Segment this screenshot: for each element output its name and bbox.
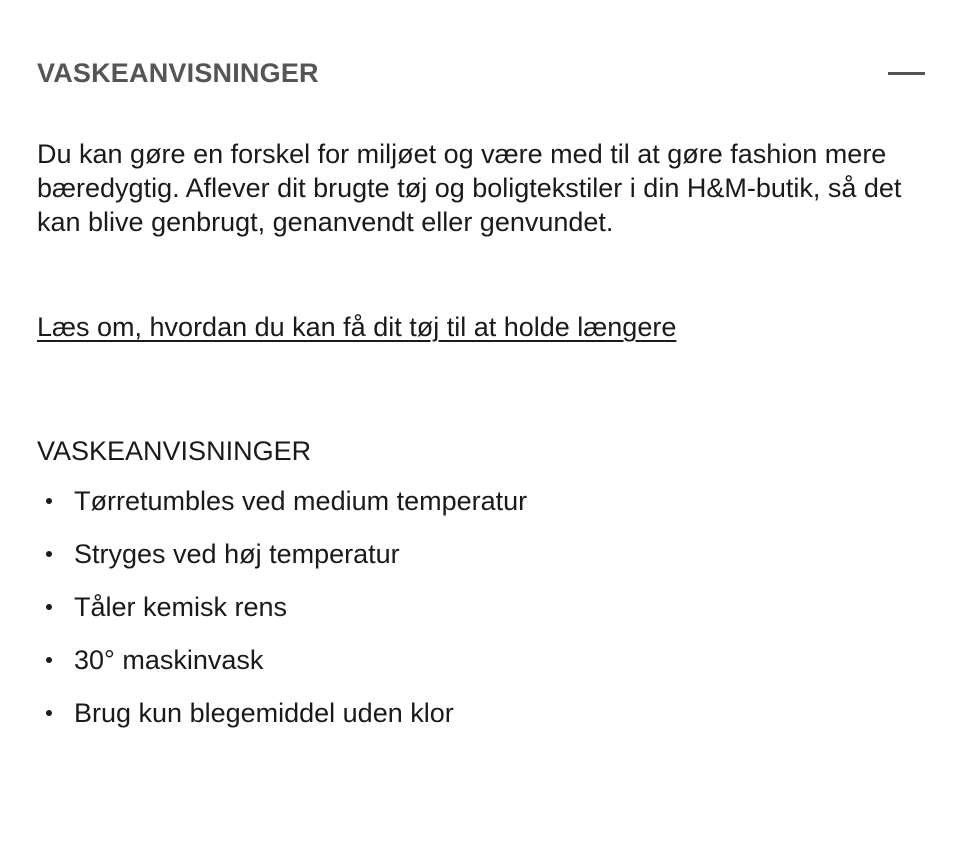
- minus-icon[interactable]: [888, 61, 925, 85]
- bullet-icon: [46, 657, 52, 663]
- list-item: [37, 536, 527, 589]
- care-item-label: Tørretumbles ved medium temperatur: [74, 486, 528, 516]
- list-item: [37, 589, 527, 642]
- bullet-icon: [46, 551, 52, 557]
- accordion-header[interactable]: [37, 56, 925, 92]
- bullet-icon: [46, 604, 52, 610]
- list-item: [37, 695, 527, 748]
- garment-care-link[interactable]: Læs om, hvordan du kan få dit tøj til at holde længere: [37, 312, 677, 342]
- accordion-title: VASKEANVISNINGER: [37, 58, 319, 88]
- care-item-label: Tåler kemisk rens: [74, 592, 288, 622]
- sustainability-text: Du kan gøre en forskel for miljøet og være med til at gøre fashion mere bæredygtig. Aflever dit brugte tøj og boligtekstiler i din H&M-butik, så det kan blive genbrugt, genanvendt eller genvundet.: [37, 139, 902, 237]
- list-item: [37, 483, 527, 536]
- list-item: [37, 642, 527, 695]
- care-instructions-list: [37, 483, 527, 748]
- bullet-icon: [46, 710, 52, 716]
- care-section-title: VASKEANVISNINGER: [37, 436, 312, 466]
- care-item-label: 30° maskinvask: [74, 645, 264, 675]
- care-item-label: Brug kun blegemiddel uden klor: [74, 698, 454, 728]
- care-item-label: Stryges ved høj temperatur: [74, 539, 400, 569]
- bullet-icon: [46, 498, 52, 504]
